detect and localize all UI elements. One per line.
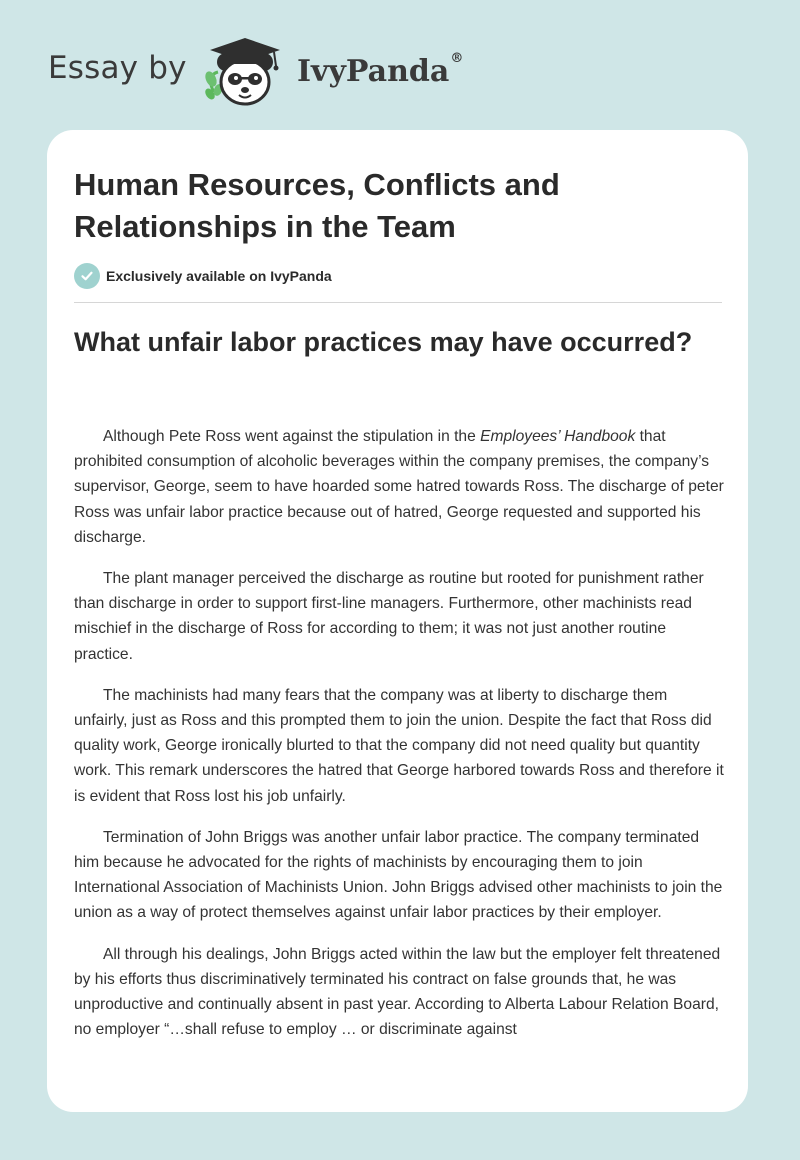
divider — [74, 302, 722, 303]
panda-logo-icon[interactable] — [200, 32, 290, 112]
registered-mark: ® — [450, 51, 464, 66]
paragraph: All through his dealings, John Briggs acted within the law but the employer felt threatened by his efforts thus discriminatively terminated his contract on false grounds that, he was unproductive and continually absent in past year. According to Alberta Labour Relation Board, no employer “…shall refuse to employ … or discriminate against — [74, 945, 721, 1039]
handbook-title: Employees’ Handbook — [480, 428, 636, 445]
paragraph — [74, 424, 724, 550]
badge-text: Exclusively available on IvyPanda — [106, 268, 332, 284]
section-heading: What unfair labor practices may have occurred? — [74, 327, 693, 357]
article-body — [74, 424, 724, 1058]
brand-name[interactable] — [297, 51, 464, 89]
essay-by-label: Essay by — [48, 50, 187, 86]
article-title: Human Resources, Conflicts and Relationships in the Team — [74, 167, 560, 244]
paragraph: Termination of John Briggs was another unfair labor practice. The company terminated him because he advocated for the rights of machinists by encouraging them to join International Association of Machinists Union. John Briggs advised other machinists to join the union as a way of protect themselves against unfair labor practices by their employer. — [74, 828, 723, 922]
site-header — [0, 0, 800, 128]
paragraph-text: that prohibited consumption of alcoholic beverages within the company premises, the company’s supervisor, George, seem to have hoarded some hatred towards Ross. The discharge of peter Ross was unfair labor practice because out of hatred, George requested and supported his discharge. — [74, 428, 724, 546]
paragraph-text: Although Pete Ross went against the stipulation in the — [103, 428, 481, 445]
check-icon — [74, 263, 100, 289]
brand-name-text: IvyPanda — [297, 54, 450, 89]
paragraph: The machinists had many fears that the company was at liberty to discharge them unfairly, just as Ross and this prompted them to join the union. Despite the fact that Ross did quality work, George ironically blurted to that the company did not need quality but quantity work. This remark underscores the hatred that George harbored towards Ross and therefore it is evident that Ross lost his job unfairly. — [74, 686, 724, 805]
exclusive-badge — [74, 263, 332, 289]
article-card — [47, 130, 748, 1112]
paragraph: The plant manager perceived the discharge as routine but rooted for punishment rather than discharge in order to support first-line managers. Furthermore, other machinists read mischief in the discharge of Ross for according to them; it was not just another routine practice. — [74, 570, 704, 663]
